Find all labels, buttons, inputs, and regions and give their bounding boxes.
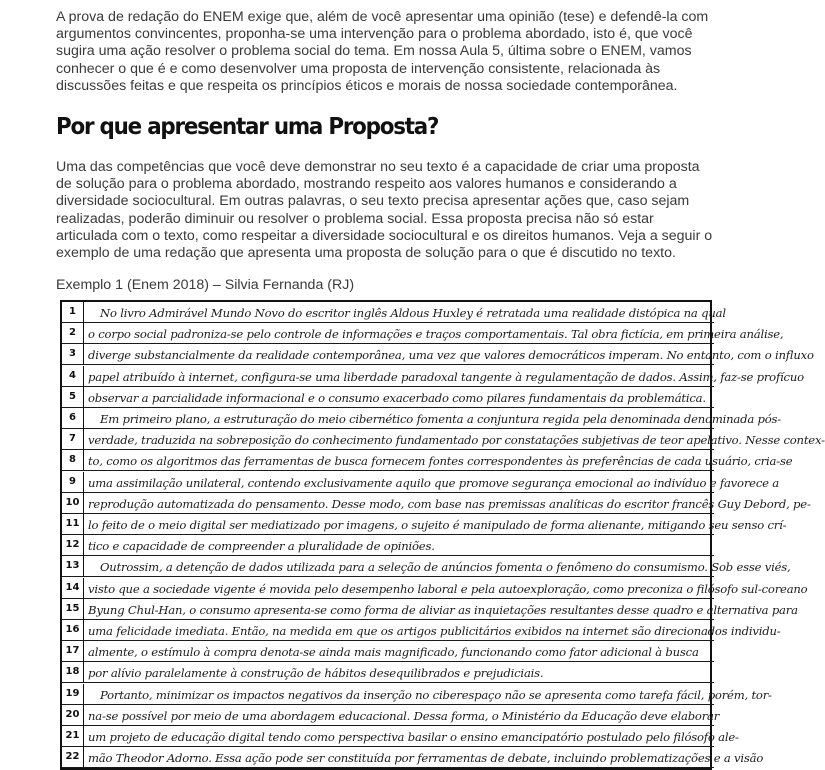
intro-paragraph: A prova de redação do ENEM exige que, além de você apresentar uma opinião (tese) e defendê-la com argumentos convincentes, proponha-se uma intervenção para o problema abordado, isto é, que você sugira uma ação resolver o problema social do tema. Em nossa Aula 5, última sobre o ENEM, vamos conhecer o que é e como desenvolver uma proposta de intervenção consistente, relacionada às discussões feitas e que respeita os princípios éticos e morais de nossa sociedade contemporânea. (56, 9, 709, 94)
line-number: 4 (62, 366, 84, 386)
handwritten-text: diverge substancialmente da realidade contemporânea, uma vez que valores democráticos imperam. No entanto, com o influxo (88, 348, 814, 363)
handwritten-text: o corpo social padroniza-se pelo controle de informações e traços comportamentais. Tal obra fictícia, em primeira análise, (88, 327, 784, 342)
handwritten-text: Outrossim, a detenção de dados utilizada para a seleção de anúncios fomenta o fenômeno do consumismo. Sob esse viés, (100, 560, 791, 575)
essay-sheet (60, 300, 825, 770)
essay-line (62, 641, 714, 662)
body-paragraph: Uma das competências que você deve demonstrar no seu texto é a capacidade de criar uma proposta de solução para o problema abordado, mostrando respeito aos valores humanos e considerando a diversidade sociocultural. Em outras palavras, o seu texto precisa apresentar ações que, caso sejam realizadas, poderão diminuir ou resolver o problema social. Essa proposta precisa não só estar articulada com o texto, como respeitar a diversidade sociocultural e os direitos humanos. Veja a seguir o exemplo de uma redação que apresenta uma proposta de solução para o que é discutido no texto. (56, 159, 713, 262)
line-number: 18 (62, 662, 84, 682)
essay-line (62, 578, 808, 599)
handwritten-text: Byung Chul-Han, o consumo apresenta-se como forma de aliviar as inquietações resultantes desse quadro e alternativa para (88, 602, 798, 617)
handwritten-text: uma assimilação unilateral, contendo exclusivamente aquilo que promove segurança emocional ao indivíduo e favorece a (88, 475, 779, 490)
handwritten-text: papel atribuído à internet, configura-se uma liberdade paradoxal tangente à regulamentação de dados. Assim, faz-se profícuo (88, 369, 804, 384)
handwritten-text: lo feito de o meio digital ser mediatizado por imagens, o sujeito é manipulado de forma alienante, mitigando seu senso crí- (88, 518, 787, 532)
line-number: 10 (62, 493, 84, 513)
essay-line (62, 472, 779, 493)
essay-line (62, 450, 793, 471)
line-number: 9 (62, 472, 84, 492)
essay-line (62, 662, 714, 683)
section-heading: Por que apresentar uma Proposta? (56, 114, 439, 140)
essay-line (62, 344, 814, 365)
essay-line (62, 387, 714, 408)
handwritten-text: No livro Admirável Mundo Novo do escritor inglês Aldous Huxley é retratada uma realidade distópica na qual (100, 306, 726, 320)
line-number: 1 (62, 302, 84, 322)
line-number: 11 (62, 514, 84, 534)
handwritten-text: Portanto, minimizar os impactos negativos da inserção no ciberespaço não se apresenta como tarefa fácil, porém, tor- (100, 687, 772, 702)
line-number: 12 (62, 535, 84, 555)
line-number: 14 (62, 578, 84, 598)
handwritten-text: Em primeiro plano, a estruturação do meio cibernético fomenta a conjuntura regida pela denominada denominada pós- (100, 412, 782, 426)
example-caption: Exemplo 1 (Enem 2018) – Silvia Fernanda (RJ) (56, 277, 355, 293)
line-number: 5 (62, 387, 84, 407)
essay-line (62, 408, 782, 429)
line-number: 15 (62, 599, 84, 619)
line-number: 7 (62, 429, 84, 449)
essay-line (62, 323, 784, 344)
line-number: 3 (62, 344, 84, 364)
essay-line (62, 556, 791, 577)
handwritten-text: mão Theodor Adorno. Essa ação pode ser constituída por ferramentas de debate, incluindo problematizações e a visão (88, 751, 764, 766)
handwritten-text: um projeto de educação digital tendo como perspectiva basilar o ensino emancipatório postulado pelo filósofo ale- (88, 730, 739, 744)
essay-line (62, 705, 720, 726)
essay-line (62, 302, 726, 323)
handwritten-text: por alívio paralelamente à construção de hábitos desequilibrados e prejudiciais. (88, 666, 544, 681)
essay-line (62, 747, 764, 768)
line-number: 2 (62, 323, 84, 343)
handwritten-text: almente, o estímulo à compra denota-se ainda mais magnificado, funcionando como fator adicional à busca (88, 645, 699, 660)
essay-line (62, 620, 781, 641)
essay-line (62, 366, 804, 387)
line-number: 20 (62, 705, 84, 725)
essay-line (62, 535, 714, 556)
handwritten-text: uma felicidade imediata. Então, na medida em que os artigos publicitários exibidos na internet são direcionados individu- (88, 624, 781, 638)
line-number: 22 (62, 747, 84, 767)
handwritten-text: tico e capacidade de compreender a pluralidade de opiniões. (88, 539, 435, 554)
line-number: 8 (62, 450, 84, 470)
line-number: 17 (62, 641, 84, 661)
line-number: 19 (62, 684, 84, 704)
handwritten-text: verdade, traduzida na sobreposição do conhecimento fundamentado por constatações subjetivas de teor apelativo. Nesse contex- (88, 433, 825, 448)
line-number: 6 (62, 408, 84, 428)
handwritten-text: observar a parcialidade informacional e o consumo exacerbado como pilares fundamentais da problemática. (88, 390, 706, 405)
essay-line (62, 684, 772, 705)
handwritten-text: na-se possível por meio de uma abordagem educacional. Dessa forma, o Ministério da Educação deve elaborar (88, 708, 720, 723)
handwritten-text: to, como os algoritmos das ferramentas de busca fornecem fontes correspondentes às preferências de cada usuário, cria-se (88, 454, 793, 469)
handwritten-text: visto que a sociedade vigente é movida pelo desempenho laboral e pela autoexploração, como preconiza o filósofo sul-coreano (88, 581, 808, 596)
essay-line (62, 493, 811, 514)
essay-line (62, 429, 825, 450)
essay-line (62, 514, 787, 535)
line-number: 13 (62, 556, 84, 576)
essay-line (62, 726, 739, 747)
essay-line (62, 599, 798, 620)
line-number: 16 (62, 620, 84, 640)
line-number: 21 (62, 726, 84, 746)
handwritten-text: reprodução automatizada do pensamento. Desse modo, com base nas premissas analíticas do escritor francês Guy Debord, pe- (88, 496, 811, 511)
